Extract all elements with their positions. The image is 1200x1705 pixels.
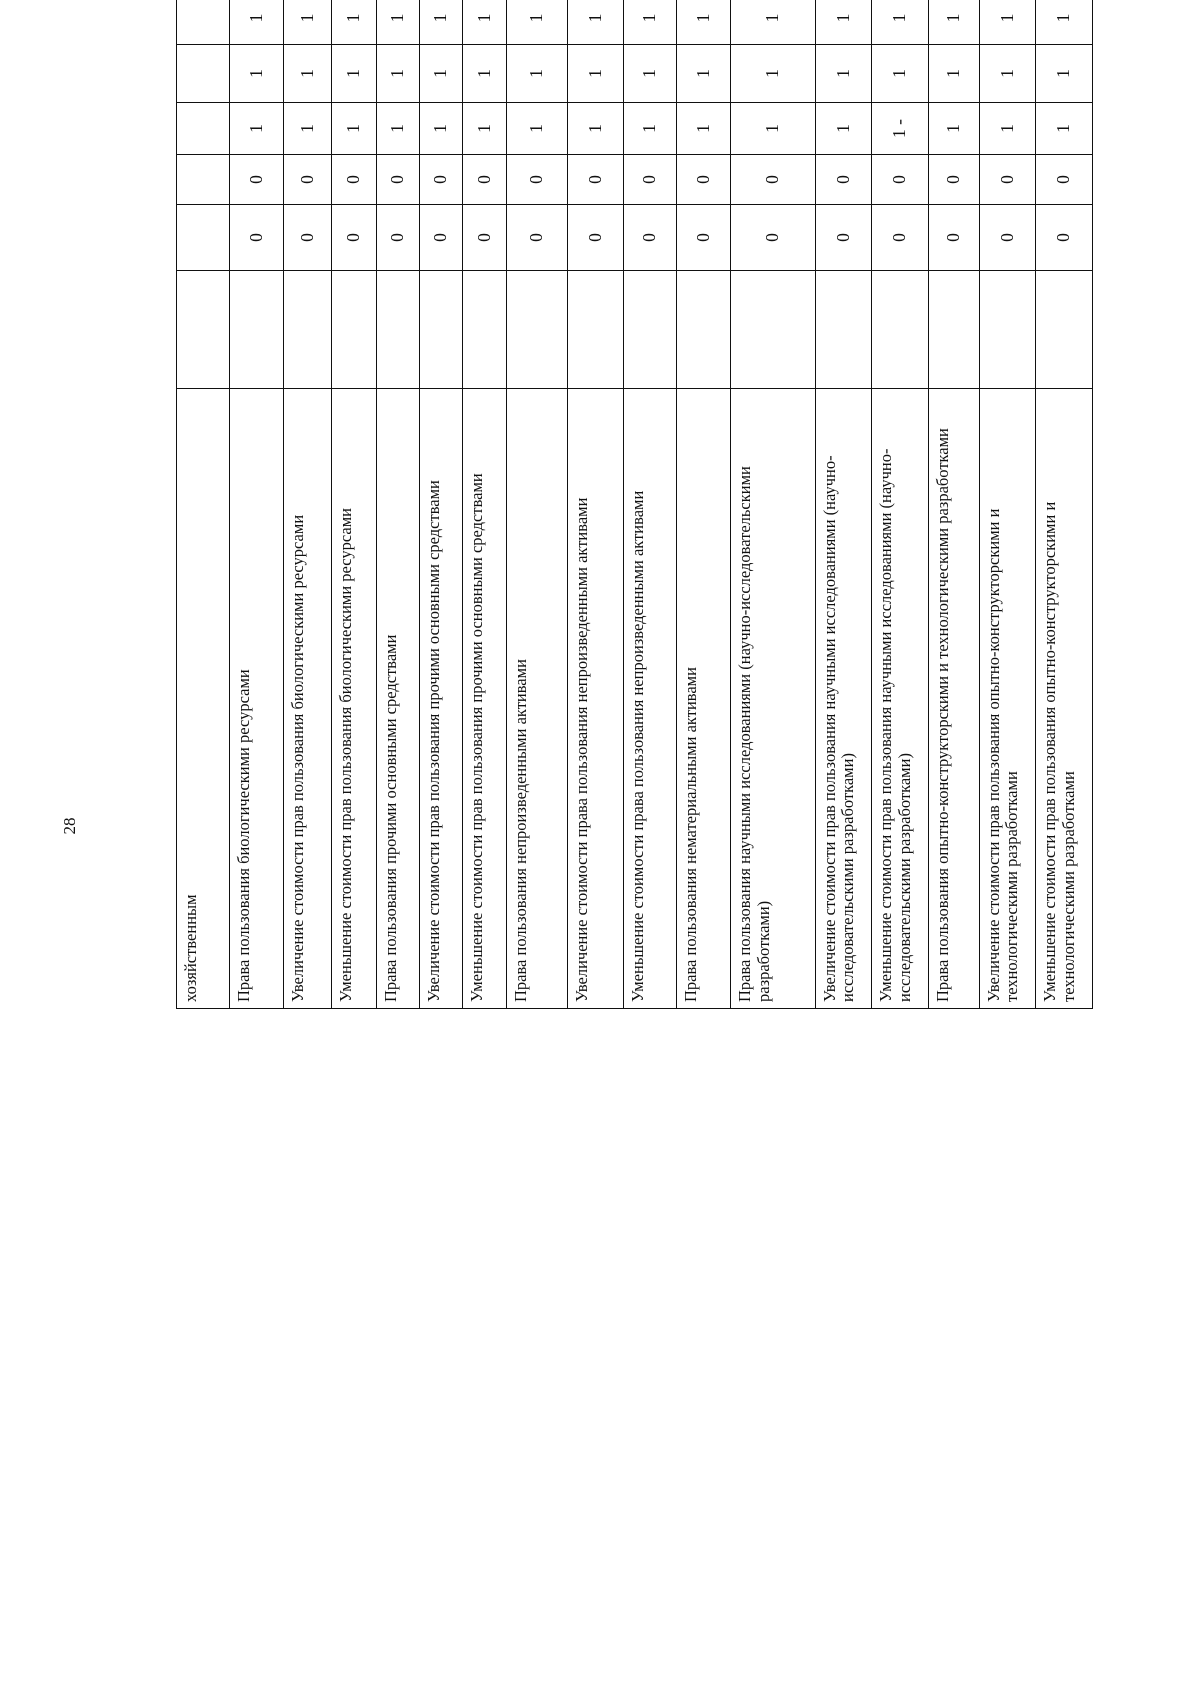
code-cell: 0 bbox=[928, 155, 979, 205]
code-cell: 1 bbox=[623, 103, 676, 155]
code-cell: 1 bbox=[506, 103, 568, 155]
table-row bbox=[731, 0, 816, 1009]
code-cell: 0 bbox=[331, 155, 377, 205]
code-cell: 0 bbox=[928, 205, 979, 271]
code-cell: 1 bbox=[377, 103, 419, 155]
row-name-cell: Уменьшение стоимости прав пользования опытно-конструкторскими и технологическими разработками bbox=[1036, 389, 1093, 1009]
code-cell: 1 bbox=[568, 45, 624, 103]
code-cell: 1 bbox=[1036, 103, 1093, 155]
code-cell: 0 bbox=[731, 205, 816, 271]
row-blank-cell bbox=[815, 271, 872, 389]
row-blank-cell bbox=[979, 271, 1036, 389]
code-cell: 0 bbox=[419, 205, 462, 271]
code-cell: 0 bbox=[568, 155, 624, 205]
row-blank-cell bbox=[568, 271, 624, 389]
code-cell: 0 bbox=[284, 205, 331, 271]
row-blank-cell bbox=[1036, 271, 1093, 389]
row-blank-cell bbox=[506, 271, 568, 389]
code-cell: 0 bbox=[463, 155, 506, 205]
code-cell: 0 bbox=[331, 205, 377, 271]
row-blank-cell bbox=[463, 271, 506, 389]
row-blank-cell bbox=[731, 271, 816, 389]
row-blank-cell bbox=[177, 271, 230, 389]
table-row bbox=[815, 0, 872, 1009]
code-cell: 1 bbox=[928, 0, 979, 45]
row-name-cell: Права пользования нематериальными активами bbox=[676, 389, 730, 1009]
row-name-cell: Увеличение стоимости прав пользования научными исследованиями (научно-исследовательскими разработками) bbox=[815, 389, 872, 1009]
code-cell: 1 bbox=[979, 103, 1036, 155]
code-cell: 1 bbox=[284, 0, 331, 45]
classification-table bbox=[176, 0, 1093, 1009]
table-row bbox=[284, 0, 331, 1009]
code-cell: 0 bbox=[284, 155, 331, 205]
code-cell: 1 bbox=[1036, 45, 1093, 103]
row-blank-cell bbox=[872, 271, 929, 389]
code-cell: 1 bbox=[731, 0, 816, 45]
code-cell bbox=[177, 103, 230, 155]
code-cell: 1 bbox=[623, 45, 676, 103]
code-cell bbox=[177, 155, 230, 205]
code-cell: 1 bbox=[872, 0, 929, 45]
code-cell: 1 bbox=[928, 103, 979, 155]
row-name-cell: Права пользования биологическими ресурсами bbox=[230, 389, 284, 1009]
code-cell: 1 - bbox=[872, 103, 929, 155]
table-row bbox=[230, 0, 284, 1009]
row-name-cell: Увеличение стоимости прав пользования биологическими ресурсами bbox=[284, 389, 331, 1009]
code-cell: 1 bbox=[568, 0, 624, 45]
table-row bbox=[1036, 0, 1093, 1009]
code-cell: 1 bbox=[979, 0, 1036, 45]
code-cell: 1 bbox=[731, 45, 816, 103]
code-cell: 0 bbox=[676, 155, 730, 205]
code-cell: 1 bbox=[230, 103, 284, 155]
code-cell: 1 bbox=[377, 45, 419, 103]
code-cell: 0 bbox=[506, 155, 568, 205]
table-row bbox=[979, 0, 1036, 1009]
code-cell: 1 bbox=[419, 103, 462, 155]
row-blank-cell bbox=[419, 271, 462, 389]
code-cell: 1 bbox=[506, 45, 568, 103]
row-name-cell: Уменьшение стоимости прав пользования научными исследованиями (научно-исследовательскими разработками) bbox=[872, 389, 929, 1009]
code-cell: 1 bbox=[331, 103, 377, 155]
code-cell: 1 bbox=[568, 103, 624, 155]
code-cell: 1 bbox=[928, 45, 979, 103]
row-name-cell: Права пользования прочими основными средствами bbox=[377, 389, 419, 1009]
table-row bbox=[506, 0, 568, 1009]
code-cell: 1 bbox=[419, 45, 462, 103]
code-cell: 1 bbox=[506, 0, 568, 45]
table-row bbox=[377, 0, 419, 1009]
code-cell: 1 bbox=[815, 45, 872, 103]
code-cell bbox=[177, 45, 230, 103]
row-blank-cell bbox=[676, 271, 730, 389]
code-cell: 0 bbox=[377, 155, 419, 205]
code-cell: 1 bbox=[284, 103, 331, 155]
code-cell: 1 bbox=[815, 103, 872, 155]
code-cell: 1 bbox=[377, 0, 419, 45]
row-name-cell: Увеличение стоимости права пользования непроизведенными активами bbox=[568, 389, 624, 1009]
table-row bbox=[568, 0, 624, 1009]
code-cell: 0 bbox=[568, 205, 624, 271]
code-cell: 0 bbox=[230, 205, 284, 271]
code-cell: 0 bbox=[623, 205, 676, 271]
row-name-cell: Увеличение стоимости прав пользования опытно-конструкторскими и технологическими разработками bbox=[979, 389, 1036, 1009]
row-blank-cell bbox=[331, 271, 377, 389]
code-cell: 1 bbox=[230, 45, 284, 103]
table-row bbox=[928, 0, 979, 1009]
row-name-cell: хозяйственным bbox=[177, 389, 230, 1009]
code-cell: 1 bbox=[463, 45, 506, 103]
code-cell: 0 bbox=[979, 205, 1036, 271]
code-cell: 1 bbox=[331, 0, 377, 45]
row-blank-cell bbox=[928, 271, 979, 389]
table-row bbox=[872, 0, 929, 1009]
code-cell: 1 bbox=[979, 45, 1036, 103]
code-cell: 0 bbox=[979, 155, 1036, 205]
table-row bbox=[331, 0, 377, 1009]
code-cell: 1 bbox=[815, 0, 872, 45]
code-cell: 1 bbox=[230, 0, 284, 45]
row-name-cell: Права пользования опытно-конструкторскими и технологическими разработками bbox=[928, 389, 979, 1009]
code-cell: 1 bbox=[284, 45, 331, 103]
code-cell: 1 bbox=[419, 0, 462, 45]
code-cell: 0 bbox=[872, 205, 929, 271]
code-cell: 0 bbox=[463, 205, 506, 271]
code-cell: 1 bbox=[463, 103, 506, 155]
row-blank-cell bbox=[284, 271, 331, 389]
row-name-cell: Увеличение стоимости прав пользования прочими основными средствами bbox=[419, 389, 462, 1009]
code-cell: 1 bbox=[872, 45, 929, 103]
code-cell: 0 bbox=[815, 205, 872, 271]
row-name-cell: Права пользования научными исследованиями (научно-исследовательскими разработками) bbox=[731, 389, 816, 1009]
code-cell: 0 bbox=[623, 155, 676, 205]
code-cell: 1 bbox=[731, 103, 816, 155]
code-cell: 0 bbox=[1036, 155, 1093, 205]
row-blank-cell bbox=[377, 271, 419, 389]
code-cell: 0 bbox=[815, 155, 872, 205]
row-name-cell: Уменьшение стоимости прав пользования прочими основными средствами bbox=[463, 389, 506, 1009]
row-name-cell: Уменьшение стоимости права пользования непроизведенными активами bbox=[623, 389, 676, 1009]
code-cell: 0 bbox=[676, 205, 730, 271]
code-cell: 0 bbox=[230, 155, 284, 205]
code-cell: 1 bbox=[676, 45, 730, 103]
code-cell bbox=[177, 205, 230, 271]
table-row bbox=[419, 0, 462, 1009]
code-cell: 0 bbox=[872, 155, 929, 205]
code-cell: 1 bbox=[1036, 0, 1093, 45]
row-blank-cell bbox=[230, 271, 284, 389]
table-row bbox=[676, 0, 730, 1009]
table-row bbox=[463, 0, 506, 1009]
code-cell: 1 bbox=[463, 0, 506, 45]
row-name-cell: Уменьшение стоимости прав пользования биологическими ресурсами bbox=[331, 389, 377, 1009]
code-cell: 0 bbox=[506, 205, 568, 271]
table-row bbox=[177, 0, 230, 1009]
code-cell: 1 bbox=[331, 45, 377, 103]
code-cell: 1 bbox=[676, 103, 730, 155]
code-cell: 1 bbox=[676, 0, 730, 45]
code-cell: 0 bbox=[419, 155, 462, 205]
code-cell: 0 bbox=[377, 205, 419, 271]
code-cell: 0 bbox=[731, 155, 816, 205]
page-number: 28 bbox=[60, 817, 79, 835]
code-cell bbox=[177, 0, 230, 45]
row-blank-cell bbox=[623, 271, 676, 389]
code-cell: 0 bbox=[1036, 205, 1093, 271]
table-row bbox=[623, 0, 676, 1009]
table-container bbox=[176, 13, 1093, 1562]
row-name-cell: Права пользования непроизведенными активами bbox=[506, 389, 568, 1009]
code-cell: 1 bbox=[623, 0, 676, 45]
